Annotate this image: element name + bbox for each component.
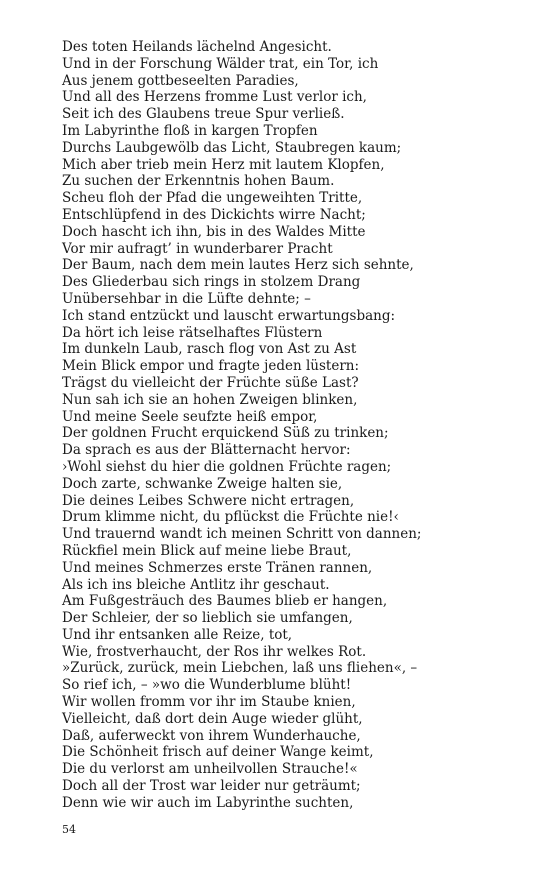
poem-line: Der Baum, nach dem mein lautes Herz sich sehnte, xyxy=(62,257,414,274)
poem-line: »Zurück, zurück, mein Liebchen, laß uns fliehen«, – xyxy=(62,660,418,677)
poem-line: Denn wie wir auch im Labyrinthe suchten, xyxy=(62,794,354,811)
poem-line: Als ich ins bleiche Antlitz ihr geschaut. xyxy=(62,576,330,593)
poem-line: Aus jenem gottbeseelten Paradies, xyxy=(62,72,299,89)
poem-line: Im dunkeln Laub, rasch flog von Ast zu Ast xyxy=(62,341,357,358)
poem-line: Im Labyrinthe floß in kargen Tropfen xyxy=(62,122,318,139)
poem-line: Doch all der Trost war leider nur geträumt; xyxy=(62,778,361,795)
poem-line: Da hört ich leise rätselhaftes Flüstern xyxy=(62,324,323,341)
poem-line: Die du verlorst am unheilvollen Strauche!« xyxy=(62,761,358,778)
poem-line: Und meines Schmerzes erste Tränen rannen, xyxy=(62,559,373,576)
poem-line: Drum klimme nicht, du pflückst die Früchte nie!‹ xyxy=(62,509,399,526)
poem-line: Da sprach es aus der Blätternacht hervor: xyxy=(62,442,351,459)
poem-line: Des Gliederbau sich rings in stolzem Drang xyxy=(62,274,361,291)
poem-line: Vor mir aufragt’ in wunderbarer Pracht xyxy=(62,240,333,257)
poem-line: Nun sah ich sie an hohen Zweigen blinken, xyxy=(62,391,358,408)
poem-line: Mich aber trieb mein Herz mit lautem Klopfen, xyxy=(62,156,385,173)
poem-line: Mein Blick empor und fragte jeden lüstern: xyxy=(62,358,360,375)
poem-line: Die deines Leibes Schwere nicht ertragen, xyxy=(62,492,355,509)
poem-line: Und trauernd wandt ich meinen Schritt von dannen; xyxy=(62,526,422,543)
poem-line: Daß, auferweckt von ihrem Wunderhauche, xyxy=(62,727,361,744)
poem-line: Des toten Heilands lächelnd Angesicht. xyxy=(62,39,332,55)
poem-line: Doch hascht ich ihn, bis in des Waldes Mitte xyxy=(62,223,366,240)
poem-line: Rückfiel mein Blick auf meine liebe Braut, xyxy=(62,542,352,559)
poem-line: ›Wohl siehst du hier die goldnen Früchte ragen; xyxy=(62,458,392,475)
poem-line: Und meine Seele seufzte heiß empor, xyxy=(62,408,318,425)
poem-line: Und ihr entsanken alle Reize, tot, xyxy=(62,626,293,643)
poem-line: Vielleicht, daß dort dein Auge wieder glüht, xyxy=(62,710,363,727)
poem-line: Seit ich des Glaubens treue Spur verließ. xyxy=(62,106,345,123)
poem-line: Wie, frostverhaucht, der Ros ihr welkes Rot. xyxy=(62,643,367,660)
poem-line: Doch zarte, schwanke Zweige halten sie, xyxy=(62,475,343,492)
poem-line: Zu suchen der Erkenntnis hohen Baum. xyxy=(62,173,335,190)
poem-line: Und all des Herzens fromme Lust verlor ich, xyxy=(62,89,367,106)
page-number: 54 xyxy=(62,823,76,836)
poem-line: Der Schleier, der so lieblich sie umfangen, xyxy=(62,610,353,627)
poem-text-block xyxy=(62,39,532,812)
poem-line: Am Fußgesträuch des Baumes blieb er hangen, xyxy=(62,593,388,610)
poem-line: So rief ich, – »wo die Wunderblume blüht! xyxy=(62,677,352,694)
poem-line: Wir wollen fromm vor ihr im Staube knien, xyxy=(62,694,356,711)
poem-line: Durchs Laubgewölb das Licht, Staubregen kaum; xyxy=(62,139,402,156)
poem-line: Unübersehbar in die Lüfte dehnte; – xyxy=(62,290,311,307)
poem-line: Und in der Forschung Wälder trat, ein Tor, ich xyxy=(62,55,379,72)
poem-line: Die Schönheit frisch auf deiner Wange keimt, xyxy=(62,744,374,761)
poem-line: Ich stand entzückt und lauscht erwartungsbang: xyxy=(62,307,396,324)
poem-line: Trägst du vielleicht der Früchte süße Last? xyxy=(62,374,359,391)
poem-line: Scheu floh der Pfad die ungeweihten Tritte, xyxy=(62,190,363,207)
poem-line: Entschlüpfend in des Dickichts wirre Nacht; xyxy=(62,206,366,223)
poem-line: Der goldnen Frucht erquickend Süß zu trinken; xyxy=(62,425,389,442)
